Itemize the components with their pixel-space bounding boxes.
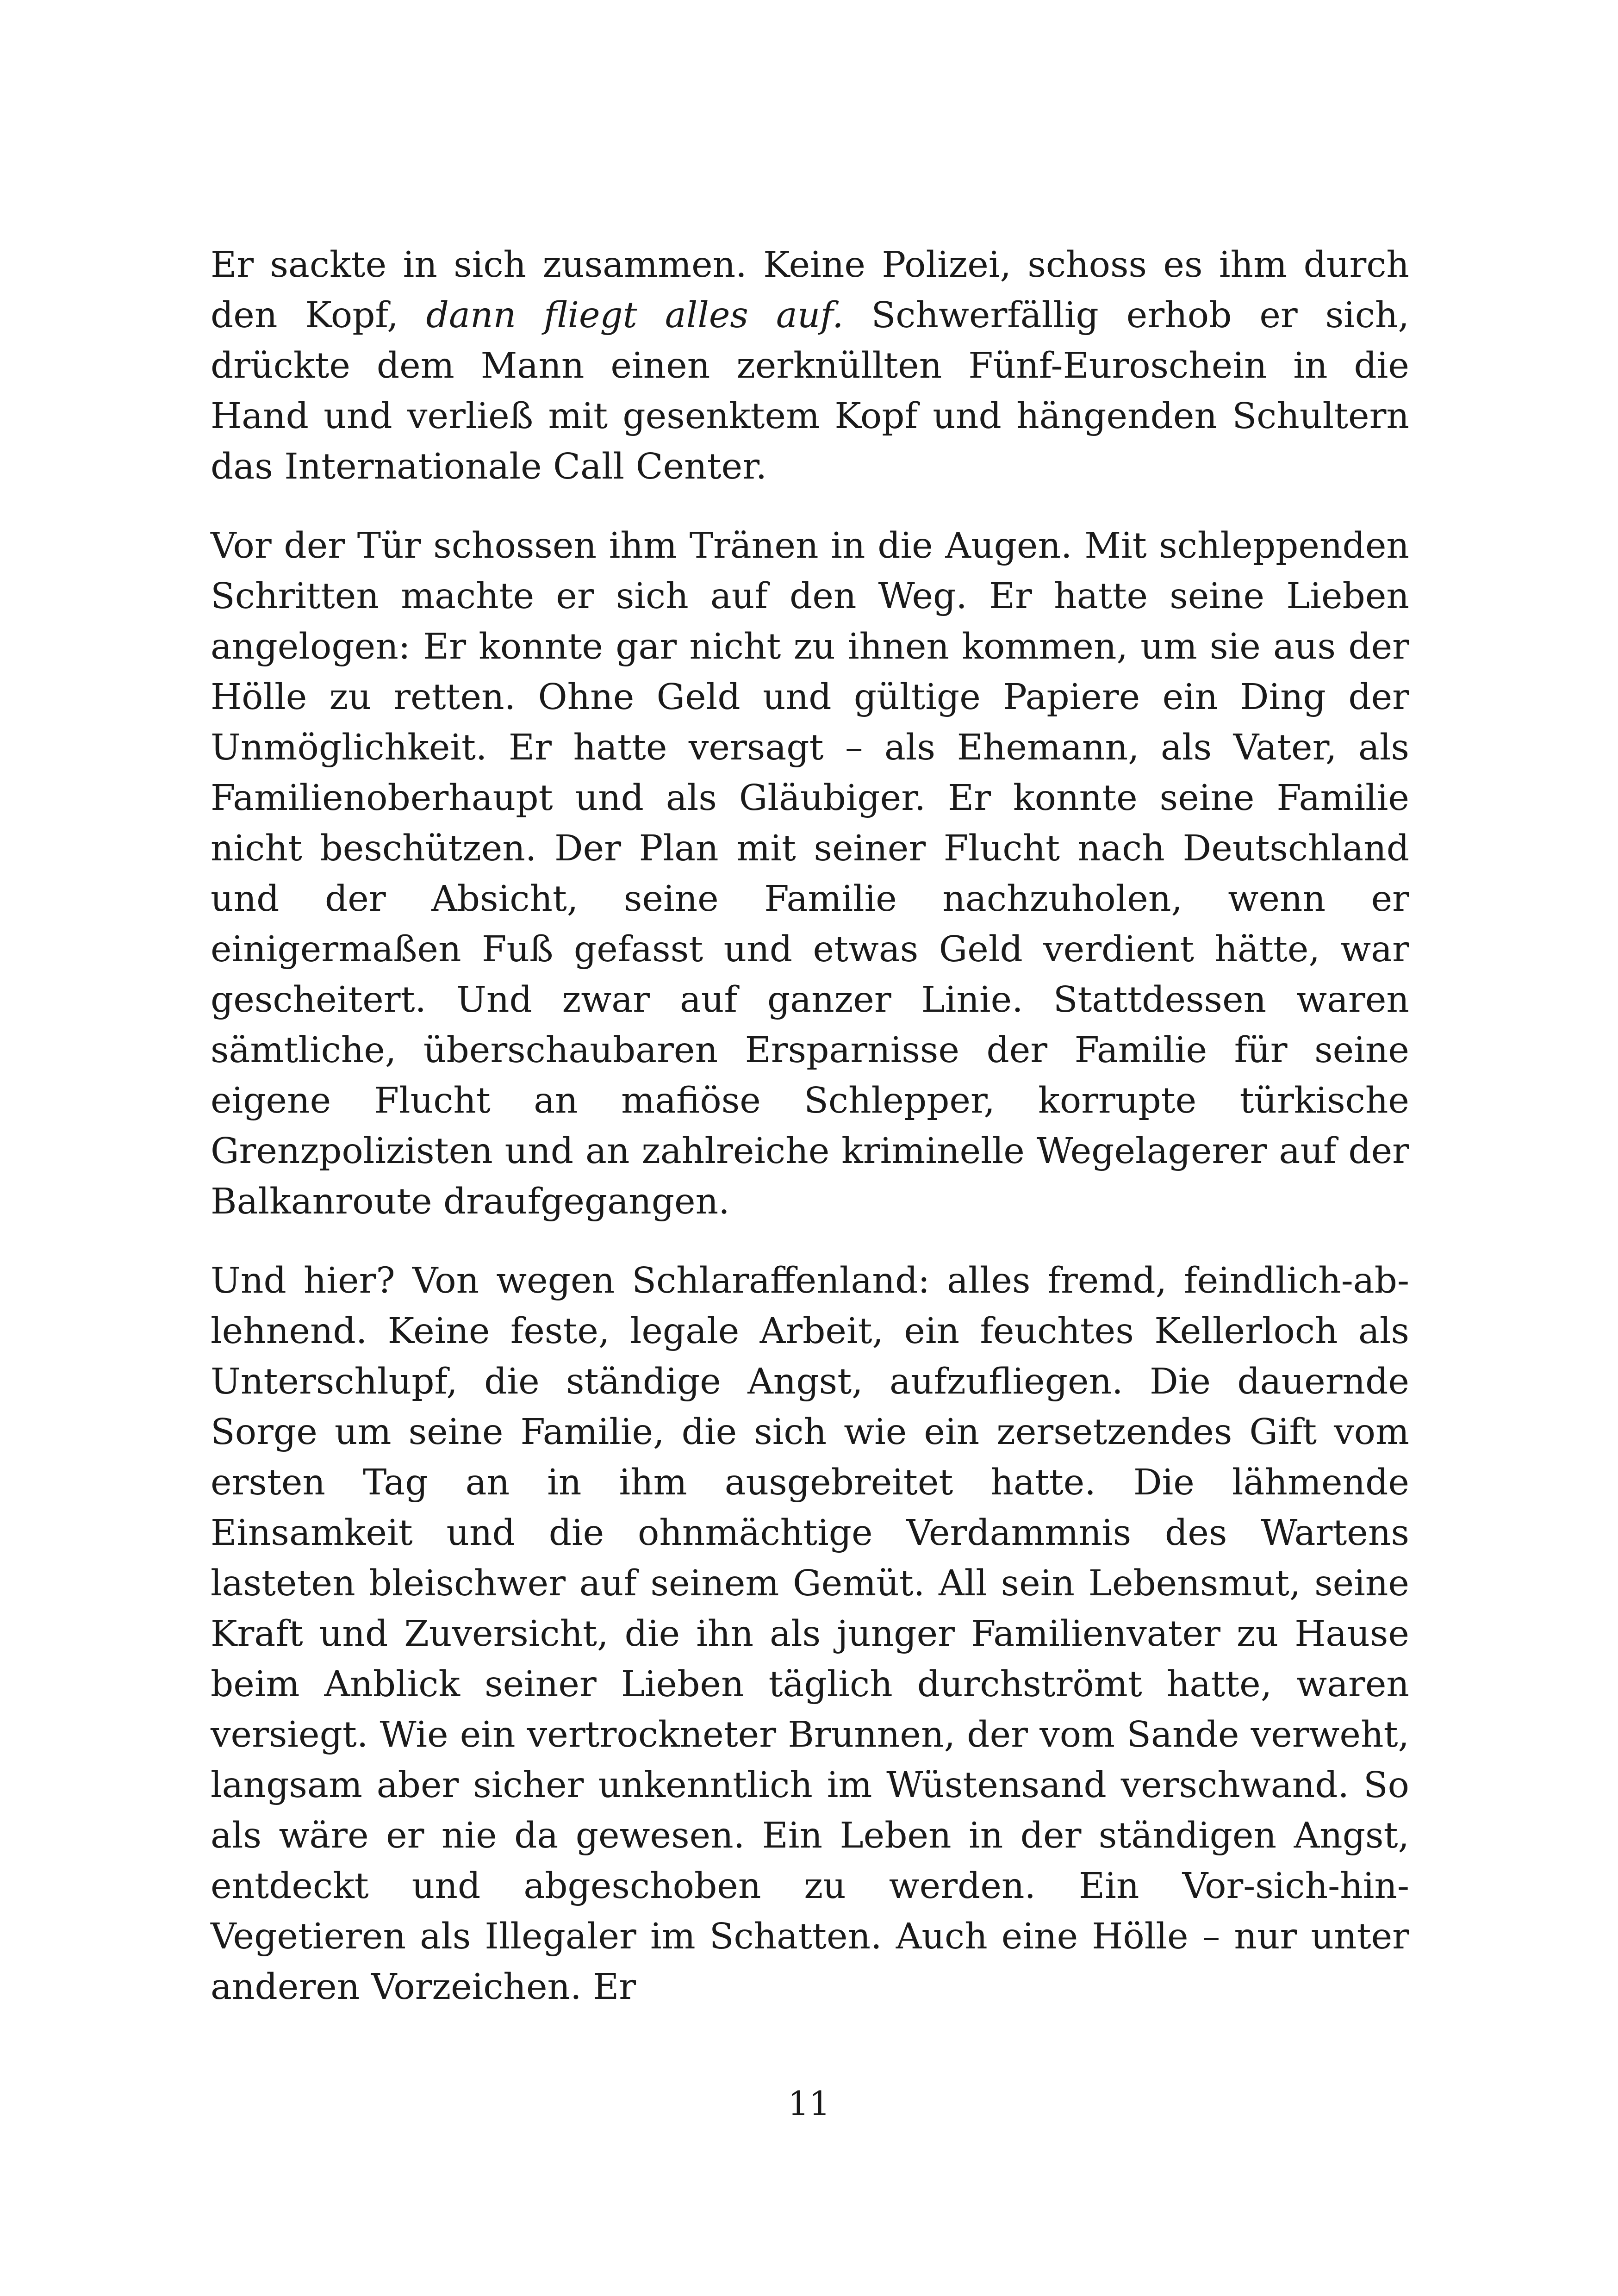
- paragraph-3: Und hier? Von wegen Schlaraffenland: alles fremd, feindlich-ablehnend. Keine feste, legale Arbeit, ein feuchtes Kellerloch als Unterschlupf, die ständige Angst, aufzufliegen. Die dauernde Sorge um seine Familie, die sich wie ein zersetzendes Gift vom ersten Tag an in ihm ausgebreitet hatte. Die lähmende Einsamkeit und die ohnmächtige Verdammnis des Wartens lasteten bleischwer auf seinem Gemüt. All sein Lebensmut, seine Kraft und Zuversicht, die ihn als junger Familienvater zu Hause beim Anblick seiner Lieben täglich durchströmt hatte, waren versiegt. Wie ein vertrockneter Brunnen, der vom Sande verweht, langsam aber sicher unkenntlich im Wüstensand verschwand. So als wäre er nie da gewesen. Ein Leben in der ständigen Angst, entdeckt und abgeschoben zu werden. Ein Vor-sich-hin-Vegetieren als Illegaler im Schatten. Auch eine Hölle – nur unter anderen Vorzeichen. Er: [211, 1260, 1409, 2008]
- paragraph-1-italic-thought: dann fliegt alles auf.: [426, 295, 844, 336]
- paragraph-2: Vor der Tür schossen ihm Tränen in die Augen. Mit schleppenden Schritten machte er sich auf den Weg. Er hatte seine Lieben angelogen: Er konnte gar nicht zu ihnen kommen, um sie aus der Hölle zu retten. Ohne Geld und gültige Papiere ein Ding der Unmöglichkeit. Er hatte versagt – als Ehemann, als Vater, als Familienoberhaupt und als Gläubiger. Er konnte seine Familie nicht beschützen. Der Plan mit seiner Flucht nach Deutschland und der Absicht, seine Familie nachzuholen, wenn er einigermaßen Fuß gefasst und etwas Geld verdient hätte, war gescheitert. Und zwar auf ganzer Linie. Stattdessen waren sämtliche, überschaubaren Ersparnisse der Familie für seine eigene Flucht an mafiöse Schlepper, korrupte türkische Grenzpolizisten und an zahlreiche kriminelle Wegelagerer auf der Balkanroute draufgegangen.: [211, 525, 1409, 1222]
- paragraph-1-text-start: Er sackte in sich zusammen. Keine Polizei, schoss es ihm durch den Kopf,: [211, 244, 1409, 336]
- page-number: 11: [788, 2084, 830, 2123]
- page-body: [211, 240, 1409, 2012]
- paragraph-1: [211, 240, 1409, 492]
- paragraph-1-text-end: Schwerfällig erhob er sich, drückte dem Mann einen zerknüllten Fünf-Euroschein in die Hand und verließ mit gesenktem Kopf und hängenden Schultern das Internationale Call Center.: [211, 295, 1409, 487]
